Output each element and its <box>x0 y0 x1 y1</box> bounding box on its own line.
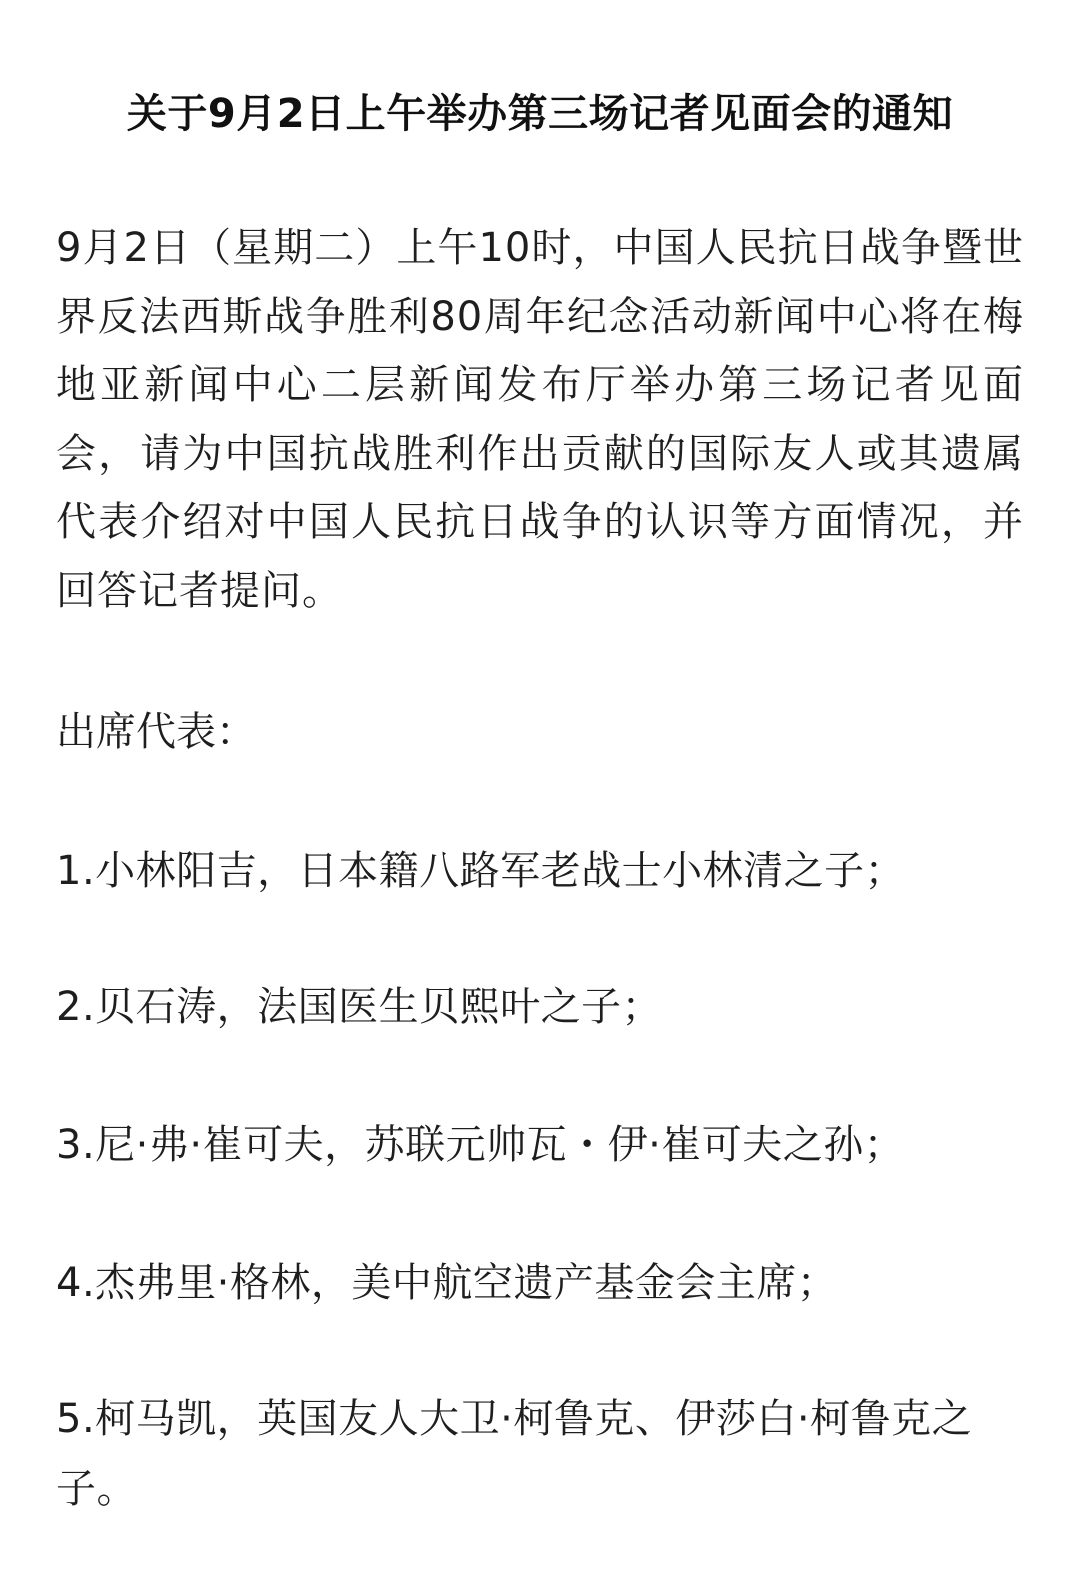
notice-title: 关于9月2日上午举办第三场记者见面会的通知 <box>126 91 954 137</box>
attendee-item-2: 2.贝石涛，法国医生贝熙叶之子； <box>56 984 663 1030</box>
notice-body-paragraph: 9月2日（星期二）上午10时，中国人民抗日战争暨世界反法西斯战争胜利80周年纪念活动新闻中心将在梅地亚新闻中心二层新闻发布厅举办第三场记者见面会，请为中国抗战胜利作出贡献的国际友人或其遗属代表介绍对中国人民抗日战争的认识等方面情况，并回答记者提问。 <box>56 225 1024 614</box>
attendee-item-4: 4.杰弗里·格林，美中航空遗产基金会主席； <box>56 1260 838 1306</box>
attendees-label: 出席代表： <box>56 709 256 755</box>
attendee-item-1: 1.小林阳吉，日本籍八路军老战士小林清之子； <box>56 848 906 894</box>
attendee-item-5: 5.柯马凯，英国友人大卫·柯鲁克、伊莎白·柯鲁克之子。 <box>56 1396 973 1512</box>
attendee-item-3: 3.尼·弗·崔可夫，苏联元帅瓦・伊·崔可夫之孙； <box>56 1122 905 1168</box>
